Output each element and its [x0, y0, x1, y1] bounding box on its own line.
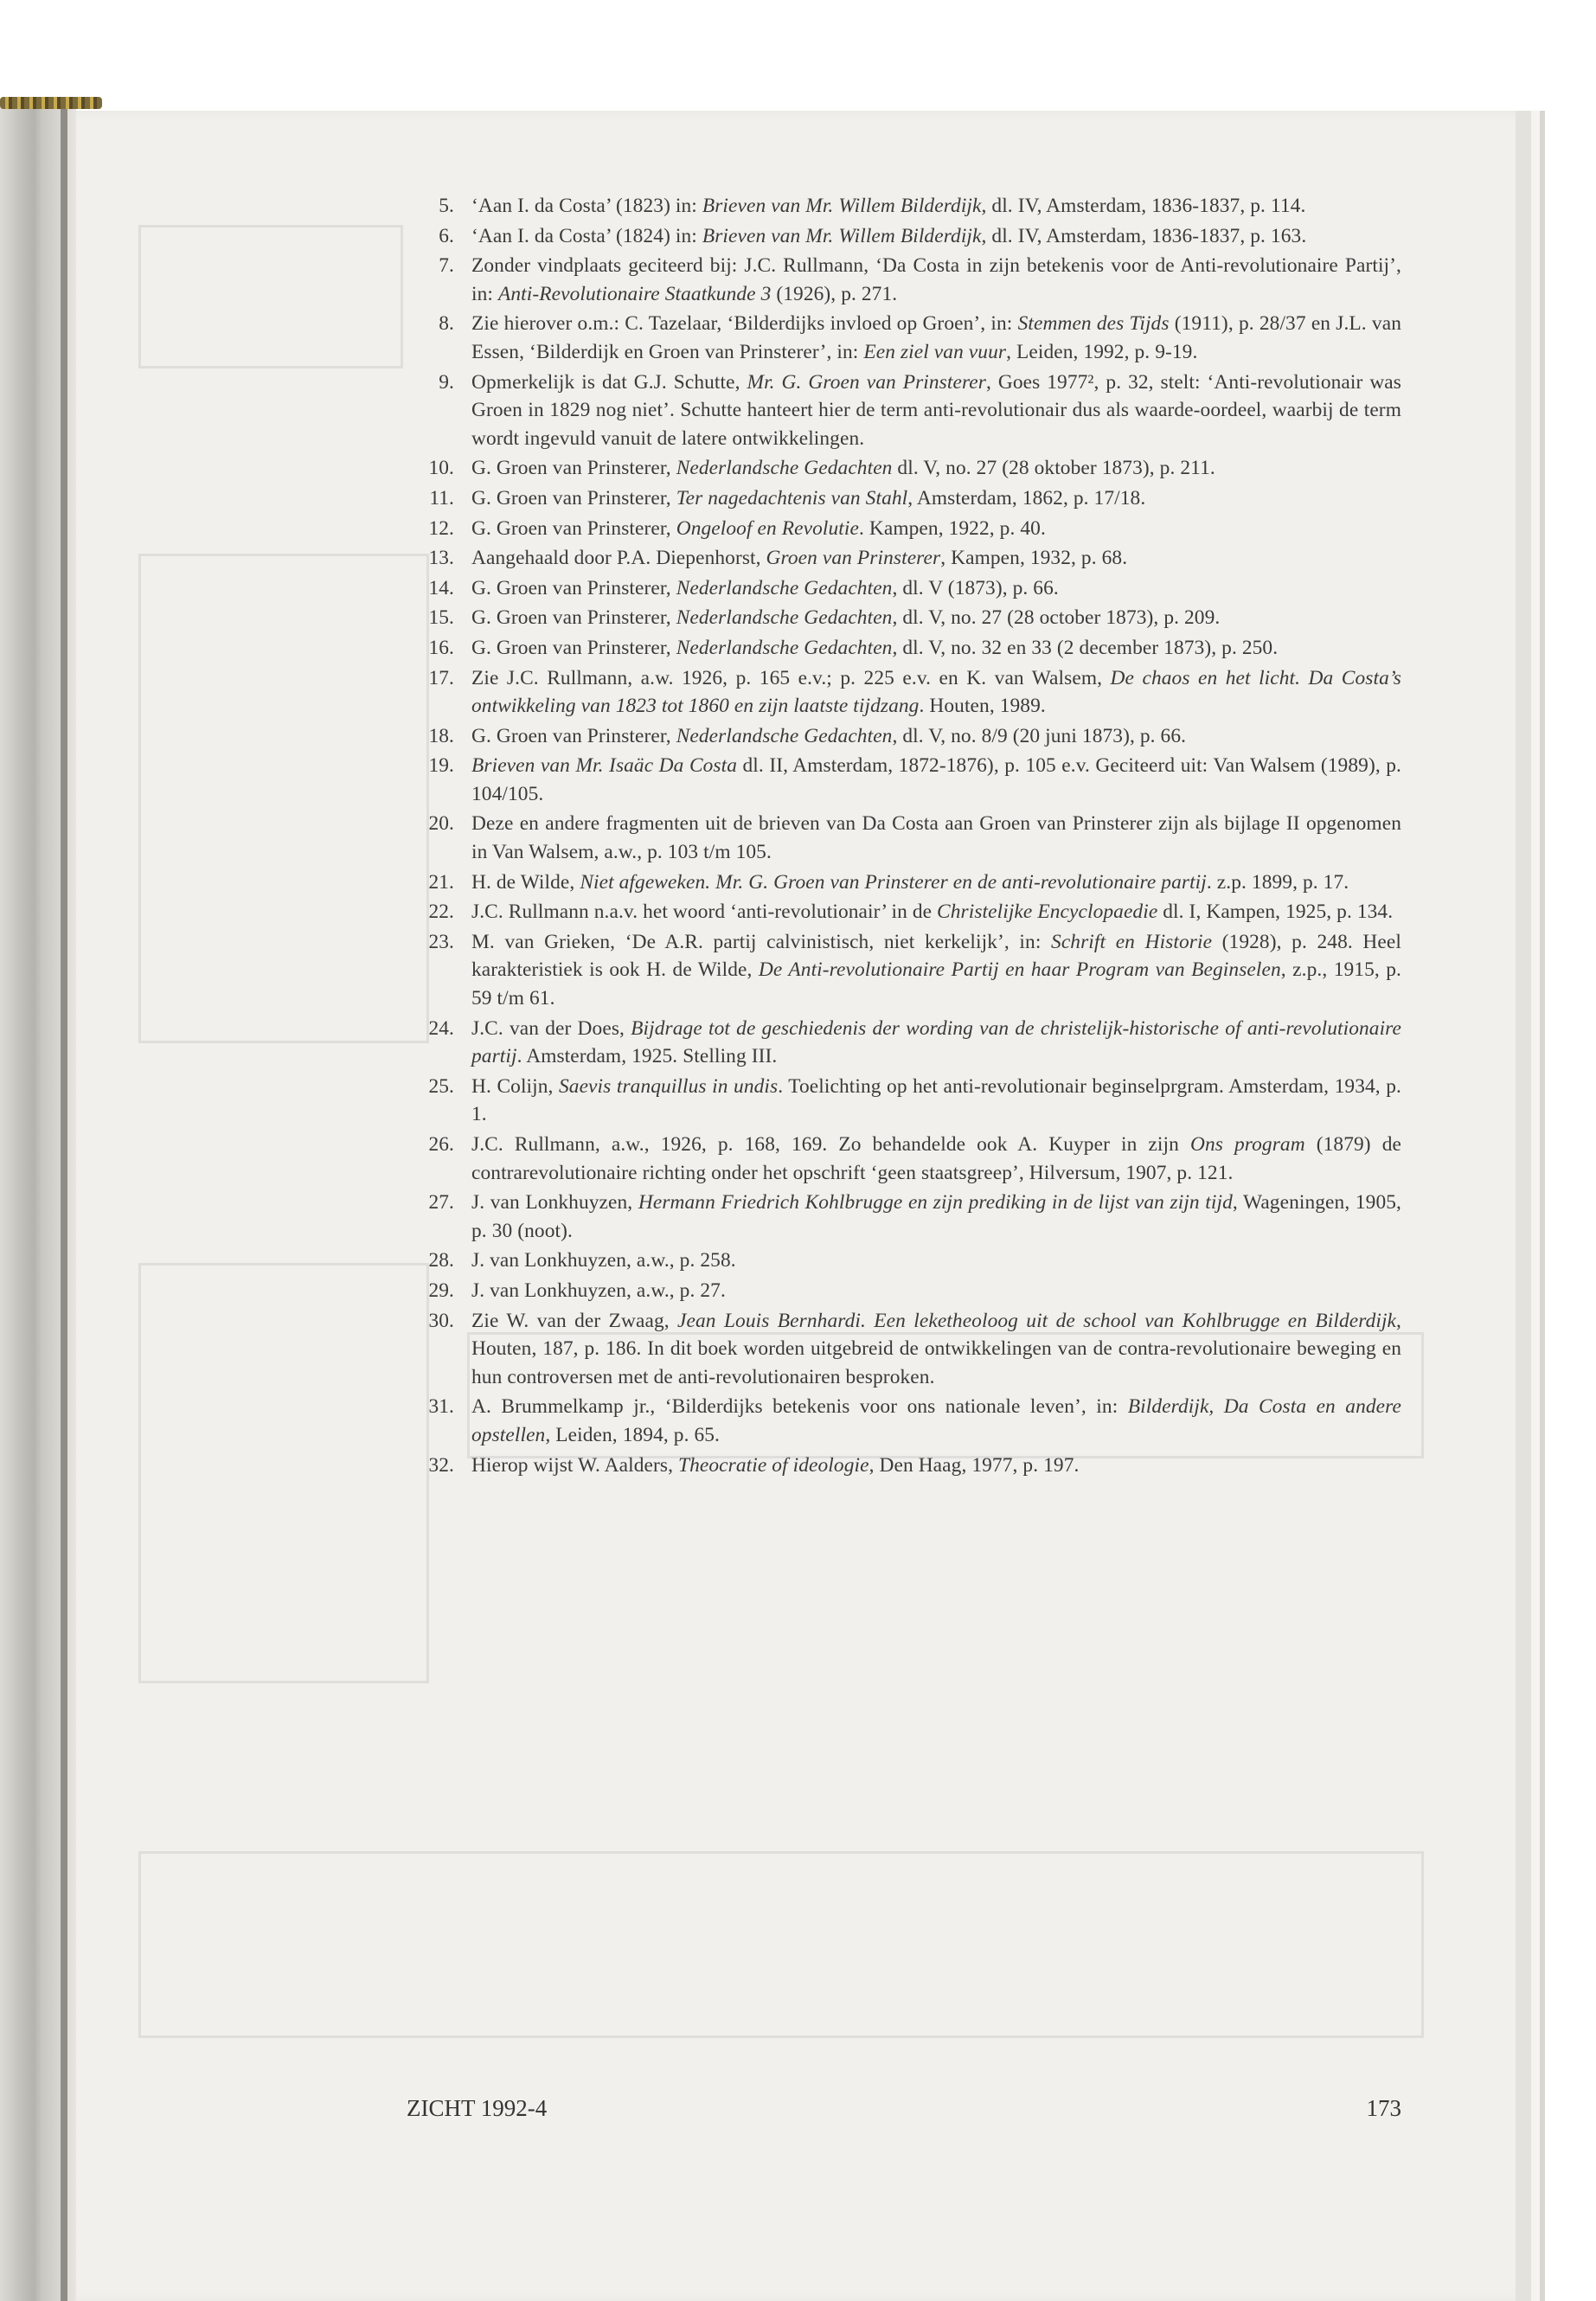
footnote — [407, 1247, 1401, 1275]
footnote-title: Bilderdijk, Da Costa en andere opstellen — [471, 1395, 1401, 1446]
footnote — [407, 1307, 1401, 1392]
footnote-fragment: . Kampen, 1922, p. 40. — [858, 516, 1046, 540]
footnote — [407, 1277, 1401, 1305]
footnote — [407, 810, 1401, 866]
footnote-number: 6. — [439, 224, 454, 247]
footnote — [407, 1393, 1401, 1449]
footnote-fragment: (1879) de contrarevolutionaire richting onder het opschrift ‘geen staatsgreep’, Hilversum, 1907, p. 121. — [471, 1133, 1401, 1184]
footnote — [407, 1015, 1401, 1071]
footnote — [407, 1452, 1401, 1480]
footnote-title: Schrift en Historie — [1051, 930, 1213, 953]
footnote-number: 21. — [428, 870, 454, 894]
footnote-fragment: G. Groen van Prinsterer, — [471, 516, 676, 540]
footnote — [407, 252, 1401, 308]
footnote-title: Groen van Prinsterer — [766, 547, 941, 570]
footnote-fragment: ‘Aan I. da Costa’ (1823) in: — [471, 195, 702, 217]
footnote-fragment: M. van Grieken, ‘De A.R. partij calvinistisch, niet kerkelijk’, in: — [471, 930, 1052, 953]
footnote-title: Stemmen des Tijds — [1017, 312, 1170, 336]
footnote-fragment: J. van Lonkhuyzen, a.w., p. 27. — [471, 1279, 726, 1302]
footnote-fragment: , z.p., 1915, p. 59 t/m 61. — [471, 958, 1401, 1010]
journal-footer: ZICHT 1992-4 — [407, 2095, 548, 2121]
footnote-number: 12. — [428, 516, 454, 540]
footnote-fragment: , Goes 1977², p. 32, stelt: ‘Anti-revolutionair was Groen in 1829 nog niet’. Schutte hanteert hier de term anti-revolutionair dus als waarde-oordeel, waarbij de term wordt ingevuld vanuit de latere ontwikkelingen. — [471, 370, 1401, 450]
footnote-text — [471, 752, 1401, 808]
footnote-text — [471, 544, 1401, 573]
footnote-fragment: , Leiden, 1992, p. 9-19. — [1006, 340, 1198, 363]
footnote-fragment: Deze en andere fragmenten uit de brieven van Da Costa aan Groen van Prinsterer zijn als bijlage II opgenomen in Van Walsem, a.w., p. 103 t/m 105. — [471, 812, 1401, 864]
footnote-number: 31. — [428, 1395, 454, 1419]
footnote — [407, 634, 1401, 663]
footnote-fragment: Zie hierover o.m.: C. Tazelaar, ‘Bilderdijks invloed op Groen’, in: — [471, 312, 1018, 336]
footnote-fragment: G. Groen van Prinsterer, — [471, 576, 676, 599]
footnote-title: Nederlandsche Gedachten — [676, 724, 893, 747]
footnote-number: 20. — [428, 812, 454, 836]
footnote — [407, 574, 1401, 603]
footnote-title: Ter nagedachtenis van Stahl — [676, 486, 908, 510]
footnote-text — [471, 1189, 1401, 1245]
footnote-fragment: , Leiden, 1894, p. 65. — [545, 1423, 720, 1446]
footnote-text — [471, 868, 1401, 897]
footnote-title: De Anti-revolutionaire Partij en haar Program van Beginselen — [758, 958, 1281, 982]
footnote-text — [471, 1393, 1401, 1449]
footnote-fragment: Aangehaald door P.A. Diepenhorst, — [471, 547, 766, 570]
footnote-title: Christelijke Encyclopaedie — [937, 901, 1158, 924]
footnote-number: 23. — [428, 930, 454, 953]
footnote-fragment: J.C. van der Does, — [471, 1016, 631, 1040]
footnote — [407, 515, 1401, 543]
footnote — [407, 310, 1401, 366]
footnote-fragment: dl. II, Amsterdam, 1872-1876), p. 105 e.v. Geciteerd uit: Van Walsem (1989), p. 104/105. — [471, 754, 1401, 805]
footnote-text — [471, 634, 1401, 663]
footnote — [407, 1073, 1401, 1129]
footnote-fragment: (1911), p. 28/37 en J.L. van Essen, ‘Bilderdijk en Groen van Prinsterer’, in: — [471, 312, 1401, 363]
footnote — [407, 752, 1401, 808]
footnote-number: 18. — [428, 724, 454, 747]
page-number: 173 — [1366, 2095, 1401, 2121]
footnote — [407, 1189, 1401, 1245]
footnote — [407, 192, 1401, 221]
footnote-number: 24. — [428, 1016, 454, 1040]
footnote-text — [471, 369, 1401, 453]
footnote-fragment: Opmerkelijk is dat G.J. Schutte, — [471, 370, 747, 394]
footnote-fragment: , dl. V (1873), p. 66. — [892, 576, 1059, 599]
footnote-number: 8. — [439, 312, 454, 336]
footnote-fragment: Hierop wijst W. Aalders, — [471, 1453, 678, 1477]
footnote-title: Niet afgeweken. Mr. G. Groen van Prinsterer en de anti-revolutionaire partij — [580, 870, 1207, 894]
footnote-title: Anti-Revolutionaire Staatkunde 3 — [497, 282, 772, 305]
footnote-fragment: . Toelichting op het anti-revolutionair beginselprgram. Amsterdam, 1934, p. 1. — [471, 1074, 1401, 1126]
footnote-fragment: , Kampen, 1932, p. 68. — [940, 547, 1128, 570]
footnote-fragment: G. Groen van Prinsterer, — [471, 486, 676, 510]
footnote-fragment: J.C. Rullmann n.a.v. het woord ‘anti-revolutionair’ in de — [471, 901, 938, 924]
footnote — [407, 454, 1401, 483]
footnote-fragment: G. Groen van Prinsterer, — [471, 606, 676, 630]
footnote-text — [471, 574, 1401, 603]
footnote-title: Een ziel van vuur — [863, 340, 1007, 363]
footnote-text — [471, 222, 1401, 251]
footnote-number: 22. — [428, 901, 454, 924]
footnote-fragment: Zie W. van der Zwaag, — [471, 1309, 678, 1332]
page-edge — [1516, 111, 1531, 2301]
footnote-fragment: , dl. IV, Amsterdam, 1836-1837, p. 114. — [981, 195, 1306, 217]
footnote-fragment: . Amsterdam, 1925. Stelling III. — [516, 1045, 778, 1068]
footnote — [407, 868, 1401, 897]
footnote-title: De chaos en het licht. Da Costa’s ontwikkeling van 1823 tot 1860 en zijn laatste tijdzang — [471, 666, 1401, 718]
footnote-number: 10. — [428, 457, 454, 480]
footnote — [407, 222, 1401, 251]
footnote-title: Saevis tranquillus in undis — [558, 1074, 779, 1098]
footnote — [407, 928, 1401, 1013]
footnote-text — [471, 484, 1401, 513]
footnote-fragment: , Den Haag, 1977, p. 197. — [869, 1453, 1080, 1477]
footnote-fragment: . Houten, 1989. — [919, 695, 1046, 718]
footnote-text — [471, 1131, 1401, 1187]
footnote-title: Nederlandsche Gedachten — [676, 576, 893, 599]
footnote-text — [471, 898, 1401, 926]
footnote-fragment: , dl. V, no. 8/9 (20 juni 1873), p. 66. — [892, 724, 1187, 747]
footnote-title: Hermann Friedrich Kohlbrugge en zijn prediking in de lijst van zijn tijd — [638, 1191, 1233, 1215]
footnote-text — [471, 928, 1401, 1013]
footnote-fragment: , dl. IV, Amsterdam, 1836-1837, p. 163. — [981, 224, 1307, 247]
footnote-fragment: (1926), p. 271. — [771, 282, 898, 305]
footnote-number: 7. — [439, 254, 454, 278]
footnote-fragment: J. van Lonkhuyzen, a.w., p. 258. — [471, 1249, 736, 1272]
footnote — [407, 604, 1401, 632]
footnote-title: Ongeloof en Revolutie — [676, 516, 859, 540]
footnote-text — [471, 1307, 1401, 1392]
footnote-text — [471, 1452, 1401, 1480]
footnote-fragment: J.C. Rullmann, a.w., 1926, p. 168, 169. Zo behandelde ook A. Kuyper in zijn — [471, 1133, 1190, 1156]
footnote-text — [471, 1073, 1401, 1129]
footnote-number: 16. — [428, 636, 454, 659]
footnote-text — [471, 310, 1401, 366]
footnote-title: Bijdrage tot de geschiedenis der wording van de christelijk-historische of anti-revolutionaire partij — [471, 1016, 1401, 1068]
footnote-number: 15. — [428, 606, 454, 630]
footnote — [407, 722, 1401, 751]
footnote-number: 13. — [428, 547, 454, 570]
footnote-title: Jean Louis Bernhardi. Een leketheoloog uit de school van Kohlbrugge en Bilderdijk — [677, 1309, 1397, 1332]
footnote — [407, 369, 1401, 453]
footnote-number: 14. — [428, 576, 454, 599]
footnote-text — [471, 604, 1401, 632]
footnote-fragment: , Wageningen, 1905, p. 30 (noot). — [471, 1191, 1401, 1242]
footnote-fragment: dl. V, no. 27 (28 oktober 1873), p. 211. — [892, 457, 1215, 480]
footnote-number: 5. — [439, 195, 454, 217]
footnote-title: Brieven van Mr. Willem Bilderdijk — [702, 195, 982, 217]
footnote — [407, 664, 1401, 721]
footnote-title: Brieven van Mr. Isaäc Da Costa — [471, 754, 738, 778]
footnote-title: Nederlandsche Gedachten — [676, 606, 893, 630]
footnote-fragment: , Amsterdam, 1862, p. 17/18. — [907, 486, 1146, 510]
footnote-title: Theocratie of ideologie — [678, 1453, 869, 1477]
footnote-number: 30. — [428, 1309, 454, 1332]
footnote-title: Nederlandsche Gedachten — [676, 636, 893, 659]
footnote-number: 32. — [428, 1453, 454, 1477]
footnote-fragment: dl. I, Kampen, 1925, p. 134. — [1157, 901, 1394, 924]
footnote-fragment: Zie J.C. Rullmann, a.w. 1926, p. 165 e.v.; p. 225 e.v. en K. van Walsem, — [471, 666, 1111, 689]
footnote-fragment: , dl. V, no. 27 (28 october 1873), p. 209. — [892, 606, 1221, 630]
footnote-number: 17. — [428, 666, 454, 689]
footnote-title: Mr. G. Groen van Prinsterer — [747, 370, 986, 394]
page-edge — [1540, 111, 1545, 2301]
footnote-fragment: (1928), p. 248. Heel karakteristiek is ook H. de Wilde, — [471, 930, 1401, 982]
footnote-text — [471, 1015, 1401, 1071]
footnote — [407, 484, 1401, 513]
footnote-fragment: G. Groen van Prinsterer, — [471, 724, 676, 747]
footnote-fragment: , Houten, 187, p. 186. In dit boek worden uitgebreid de ontwikkelingen van de contra-revolutionaire beweging en hun controversen met de anti-revolutionairen besproken. — [471, 1309, 1401, 1388]
footnote-number: 27. — [428, 1191, 454, 1215]
footnote — [407, 544, 1401, 573]
footnote-fragment: Zonder vindplaats geciteerd bij: J.C. Rullmann, ‘Da Costa in zijn betekenis voor de Anti-revolutionaire Partij’, in: — [471, 254, 1401, 305]
footnote-title: Brieven van Mr. Willem Bilderdijk — [702, 224, 982, 247]
footnote-number: 9. — [439, 370, 454, 394]
footnote-fragment: G. Groen van Prinsterer, — [471, 457, 676, 480]
footnote-fragment: H. Colijn, — [471, 1074, 559, 1098]
footnote-number: 29. — [428, 1279, 454, 1302]
footnote-fragment: J. van Lonkhuyzen, — [471, 1191, 638, 1215]
footnote-fragment: H. de Wilde, — [471, 870, 580, 894]
binding-thread — [0, 97, 102, 109]
footnote-title: Nederlandsche Gedachten — [676, 457, 893, 480]
footnote-number: 28. — [428, 1249, 454, 1272]
footnote-fragment: . z.p. 1899, p. 17. — [1206, 870, 1349, 894]
footnote-text — [471, 454, 1401, 483]
footnote-number: 25. — [428, 1074, 454, 1098]
footnote-fragment: A. Brummelkamp jr., ‘Bilderdijks betekenis voor ons nationale leven’, in: — [471, 1395, 1128, 1419]
footnote-text — [471, 1247, 1401, 1275]
footnote-text — [471, 252, 1401, 308]
page-edge — [1531, 111, 1540, 2301]
footnote-text — [471, 1277, 1401, 1305]
footnote — [407, 898, 1401, 926]
footnote-text — [471, 722, 1401, 751]
footnote-fragment: , dl. V, no. 32 en 33 (2 december 1873), p. 250. — [892, 636, 1279, 659]
footnote — [407, 1131, 1401, 1187]
footnote-fragment: G. Groen van Prinsterer, — [471, 636, 676, 659]
footnote-text — [471, 515, 1401, 543]
footnote-fragment: ‘Aan I. da Costa’ (1824) in: — [471, 224, 702, 247]
binding-gutter — [61, 102, 67, 2301]
footnote-list — [407, 192, 1401, 1481]
footnote-text — [471, 664, 1401, 721]
footnote-title: Ons program — [1189, 1133, 1305, 1156]
footnote-number: 19. — [428, 754, 454, 778]
footnote-text — [471, 810, 1401, 866]
footnote-number: 11. — [429, 486, 454, 510]
footnote-text — [471, 192, 1401, 221]
footnote-number: 26. — [428, 1133, 454, 1156]
